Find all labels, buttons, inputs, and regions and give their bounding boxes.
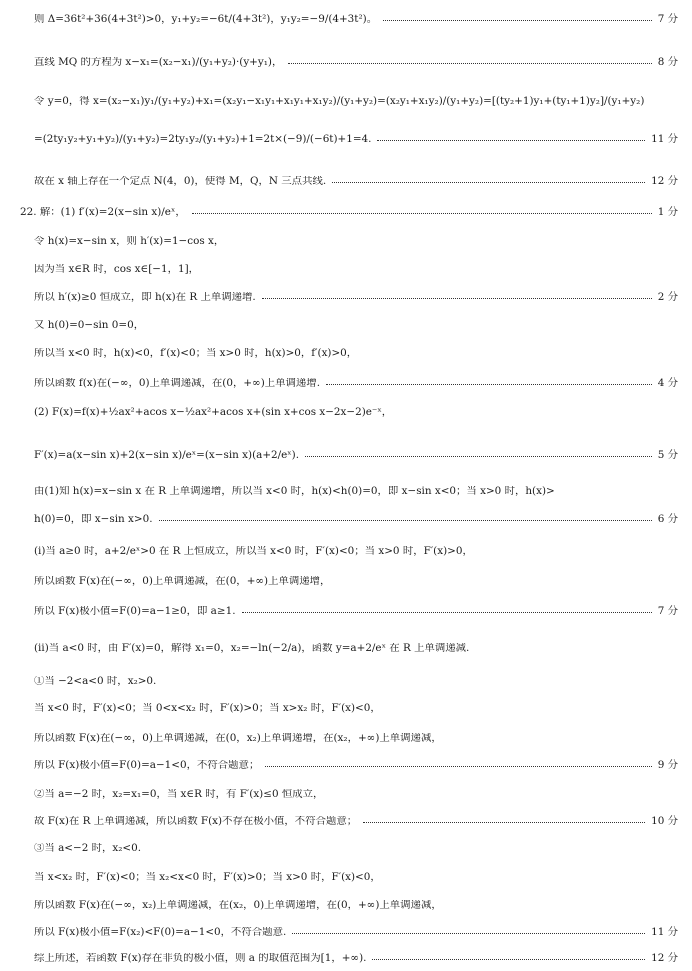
solution-line-text: h(0)=0，即 x−sin x>0. xyxy=(34,514,153,525)
solution-line xyxy=(34,176,678,186)
dotted-leader xyxy=(242,612,652,613)
solution-line xyxy=(34,264,678,274)
dotted-leader xyxy=(265,766,651,767)
solution-line-text: 因为当 x∈R 时，cos x∈[−1，1]， xyxy=(34,264,200,275)
solution-line-text: 由(1)知 h(x)=x−sin x 在 R 上单调递增，所以当 x<0 时，h(x)<h(0)=0，即 x−sin x<0；当 x>0 时，h(x)> xyxy=(34,486,555,497)
solution-line xyxy=(34,407,678,417)
solution-line-text: 所以函数 F(x)在(−∞，0)上单调递减，在(0，x₂)上单调递增，在(x₂，+∞)上单调递减， xyxy=(34,733,442,744)
solution-line xyxy=(34,14,678,24)
solution-line xyxy=(34,606,678,616)
solution-line-text: F′(x)=a(x−sin x)+2(x−sin x)/eˣ=(x−sin x)(a+2/eˣ). xyxy=(34,450,300,461)
solution-line-text: ③当 a<−2 时，x₂<0. xyxy=(34,843,142,854)
solution-line xyxy=(34,320,678,330)
dotted-leader xyxy=(288,63,651,64)
solution-line-text: 所以当 x<0 时，h(x)<0，f′(x)<0；当 x>0 时，h(x)>0，f′(x)>0， xyxy=(34,348,358,359)
solution-line xyxy=(34,236,678,246)
dotted-leader xyxy=(372,959,645,960)
score-label: 12 分 xyxy=(651,175,678,187)
solution-line xyxy=(34,760,678,770)
solution-line xyxy=(34,927,678,937)
dotted-leader xyxy=(192,213,652,214)
solution-line-text: 直线 MQ 的方程为 x−x₁=(x₂−x₁)/(y₁+y₂)·(y+y₁)， xyxy=(34,57,283,68)
dotted-leader xyxy=(363,822,645,823)
solution-line-text: 所以函数 F(x)在(−∞，x₂)上单调递减，在(x₂，0)上单调递增，在(0，+∞)上单调递减， xyxy=(34,900,442,911)
solution-line-text: =(2ty₁y₂+y₁+y₂)/(y₁+y₂)=2ty₁y₂/(y₁+y₂)+1=2t×(−9)/(−6t)+1=4. xyxy=(34,134,372,145)
solution-line-text: 22. 解：(1) f′(x)=2(x−sin x)/eˣ， xyxy=(20,207,186,218)
solution-line-text: 令 h(x)=x−sin x，则 h′(x)=1−cos x， xyxy=(34,236,225,247)
solution-line-text: 所以 h′(x)≥0 恒成立，即 h(x)在 R 上单调递增. xyxy=(34,292,256,303)
score-label: 6 分 xyxy=(657,513,678,525)
solution-line xyxy=(34,816,678,826)
solution-line xyxy=(34,643,678,653)
dotted-leader xyxy=(383,20,652,21)
score-label: 11 分 xyxy=(651,926,678,938)
solution-line xyxy=(34,843,678,853)
solution-line xyxy=(34,953,678,963)
solution-line-text: 令 y=0，得 x=(x₂−x₁)y₁/(y₁+y₂)+x₁=(x₂y₁−x₁y₁+x₁y₁+x₁y₂)/(y₁+y₂)=(x₂y₁+x₁y₂)/(y₁+y₂)=[(ty₂+1)y₁+(ty₁+1)y₂]/(y₁+y₂) xyxy=(34,96,645,107)
solution-line xyxy=(34,486,678,496)
solution-line-text: 所以 F(x)极小值=F(0)=a−1<0，不符合题意； xyxy=(34,760,260,771)
dotted-leader xyxy=(159,520,652,521)
solution-line xyxy=(34,733,678,743)
solution-line xyxy=(20,207,678,217)
solution-line xyxy=(34,348,678,358)
dotted-leader xyxy=(326,384,652,385)
solution-line-text: 当 x<x₂ 时，F′(x)<0；当 x₂<x<0 时，F′(x)>0；当 x>0 时，F′(x)<0， xyxy=(34,872,381,883)
solution-line-text: ②当 a=−2 时，x₂=x₁=0，当 x∈R 时，有 F′(x)≤0 恒成立， xyxy=(34,789,324,800)
score-label: 11 分 xyxy=(651,133,678,145)
score-label: 5 分 xyxy=(657,449,678,461)
solution-line xyxy=(34,514,678,524)
solution-line-text: ①当 −2<a<0 时，x₂>0. xyxy=(34,676,157,687)
score-label: 7 分 xyxy=(657,605,678,617)
solution-line xyxy=(34,292,678,302)
score-label: 12 分 xyxy=(651,952,678,964)
dotted-leader xyxy=(305,456,652,457)
dotted-leader xyxy=(332,182,645,183)
solution-line-text: 故 F(x)在 R 上单调递减，所以函数 F(x)不存在极小值，不符合题意； xyxy=(34,816,358,827)
solution-line xyxy=(34,789,678,799)
solution-line xyxy=(34,134,678,144)
dotted-leader xyxy=(377,140,645,141)
solution-line-text: 所以 F(x)极小值=F(0)=a−1≥0，即 a≥1. xyxy=(34,606,236,617)
score-label: 9 分 xyxy=(657,759,678,771)
score-label: 10 分 xyxy=(651,815,678,827)
solution-line xyxy=(34,546,678,556)
score-label: 1 分 xyxy=(657,206,678,218)
solution-line xyxy=(34,378,678,388)
solution-line-text: 故在 x 轴上存在一个定点 N(4，0)，使得 M，Q，N 三点共线. xyxy=(34,176,327,187)
solution-line-text: (ⅰ)当 a≥0 时，a+2/eˣ>0 在 R 上恒成立，所以当 x<0 时，F′(x)<0；当 x>0 时，F′(x)>0， xyxy=(34,546,473,557)
solution-line-text: 又 h(0)=0−sin 0=0， xyxy=(34,320,145,331)
solution-line-text: 所以函数 f(x)在(−∞，0)上单调递减，在(0，+∞)上单调递增. xyxy=(34,378,320,389)
solution-line xyxy=(34,900,678,910)
dotted-leader xyxy=(292,933,645,934)
solution-line xyxy=(34,96,678,106)
solution-line-text: 综上所述，若函数 F(x)存在非负的极小值，则 a 的取值范围为[1，+∞). xyxy=(34,953,367,964)
solution-line xyxy=(34,703,678,713)
solution-line xyxy=(34,872,678,882)
solution-line-text: 所以函数 F(x)在(−∞，0)上单调递减，在(0，+∞)上单调递增， xyxy=(34,576,331,587)
solution-line xyxy=(34,57,678,67)
solution-line-text: 当 x<0 时，F′(x)<0；当 0<x<x₂ 时，F′(x)>0；当 x>x₂ 时，F′(x)<0， xyxy=(34,703,381,714)
solution-line-text: (2) F(x)=f(x)+½ax²+acos x−½ax²+acos x+(sin x+cos x−2x−2)e⁻ˣ， xyxy=(34,407,393,418)
solution-line-text: (ⅱ)当 a<0 时，由 F′(x)=0，解得 x₁=0，x₂=−ln(−2/a)，函数 y=a+2/eˣ 在 R 上单调递减. xyxy=(34,643,470,654)
solution-line xyxy=(34,576,678,586)
solution-line xyxy=(34,676,678,686)
dotted-leader xyxy=(262,298,652,299)
score-label: 4 分 xyxy=(657,377,678,389)
score-label: 8 分 xyxy=(657,56,678,68)
solution-line-text: 则 Δ=36t²+36(4+3t²)>0，y₁+y₂=−6t/(4+3t²)，y₁y₂=−9/(4+3t²)。 xyxy=(34,14,378,25)
score-label: 7 分 xyxy=(657,13,678,25)
score-label: 2 分 xyxy=(657,291,678,303)
solution-line xyxy=(34,450,678,460)
solution-line-text: 所以 F(x)极小值=F(x₂)<F(0)=a−1<0，不符合题意. xyxy=(34,927,287,938)
